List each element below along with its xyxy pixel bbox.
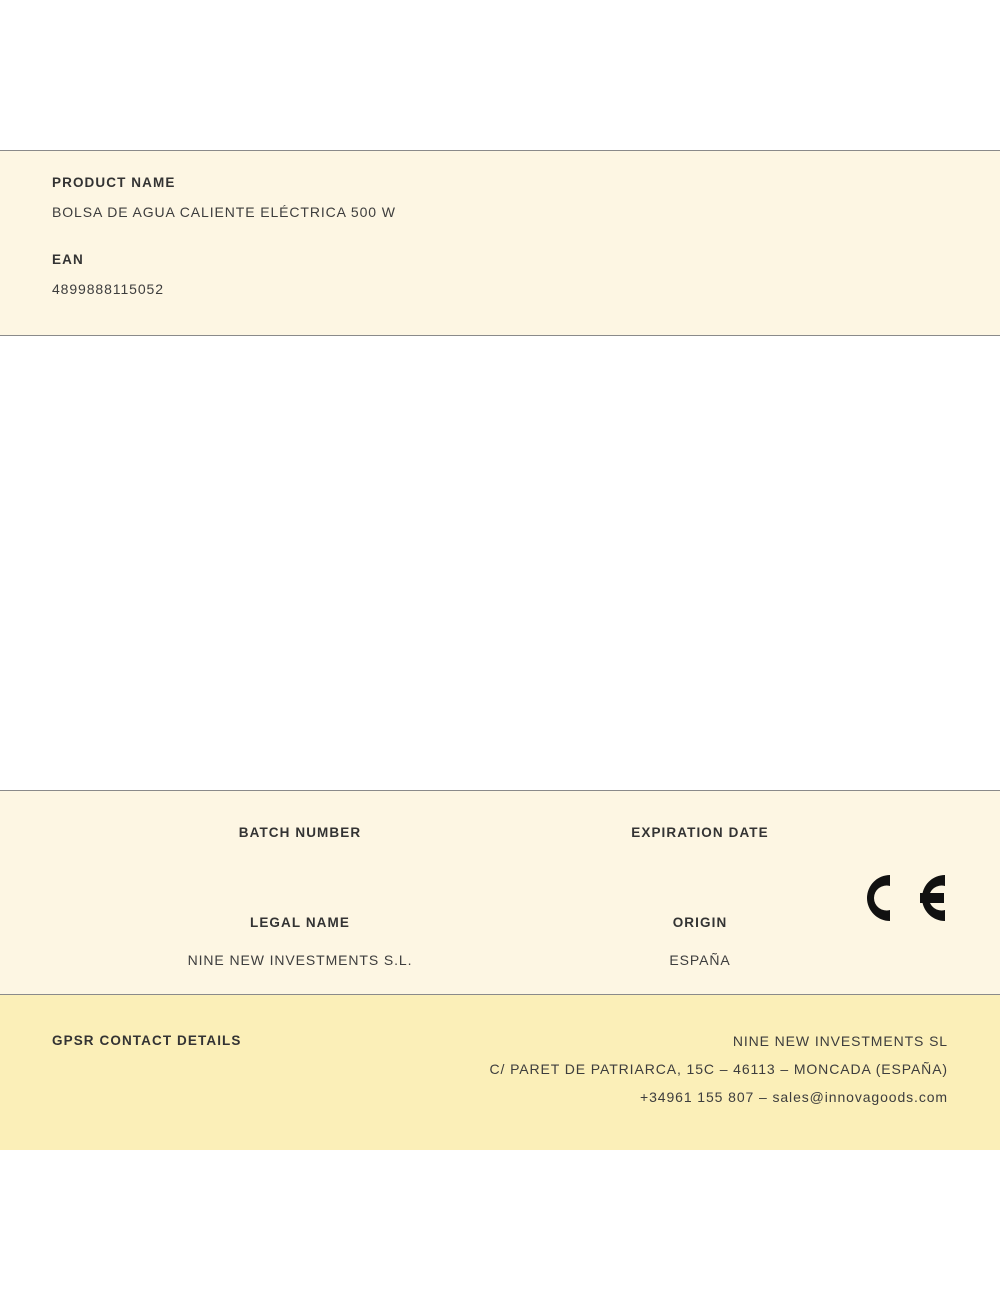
product-name-group <box>52 175 948 220</box>
product-identity-block <box>0 150 1000 336</box>
legal-name-label: LEGAL NAME <box>249 915 350 930</box>
gpsr-address: C/ PARET DE PATRIARCA, 15C – 46113 – MONCADA (ESPAÑA) <box>489 1061 948 1077</box>
legal-name-cell <box>150 915 450 970</box>
gpsr-contact-details <box>490 1027 949 1111</box>
product-name-value: BOLSA DE AGUA CALIENTE ELÉCTRICA 500 W <box>52 204 396 220</box>
gpsr-company: NINE NEW INVESTMENTS SL <box>732 1033 948 1049</box>
batch-number-cell <box>150 825 450 880</box>
ean-group <box>52 252 948 297</box>
gpsr-contact-block <box>0 995 1000 1150</box>
product-name-label: PRODUCT NAME <box>52 175 176 190</box>
ean-label: EAN <box>52 252 84 267</box>
legal-name-value: NINE NEW INVESTMENTS S.L. <box>187 952 413 968</box>
gpsr-contact-line: +34961 155 807 – sales@innovagoods.com <box>640 1089 948 1105</box>
ean-value: 4899888115052 <box>52 281 164 297</box>
origin-cell <box>550 915 850 970</box>
origin-value: ESPAÑA <box>669 952 731 968</box>
manufacturing-details-block <box>0 790 1000 995</box>
ce-marking-icon <box>850 863 960 933</box>
batch-number-value <box>150 862 450 880</box>
page-footer-space <box>0 1150 1000 1300</box>
expiration-date-label: EXPIRATION DATE <box>631 825 769 840</box>
blank-content-area <box>0 336 1000 790</box>
origin-label: ORIGIN <box>672 915 728 930</box>
expiration-date-value <box>550 862 850 880</box>
gpsr-contact-label: GPSR CONTACT DETAILS <box>52 1033 242 1048</box>
expiration-date-cell <box>550 825 850 880</box>
batch-number-label: BATCH NUMBER <box>238 825 362 840</box>
